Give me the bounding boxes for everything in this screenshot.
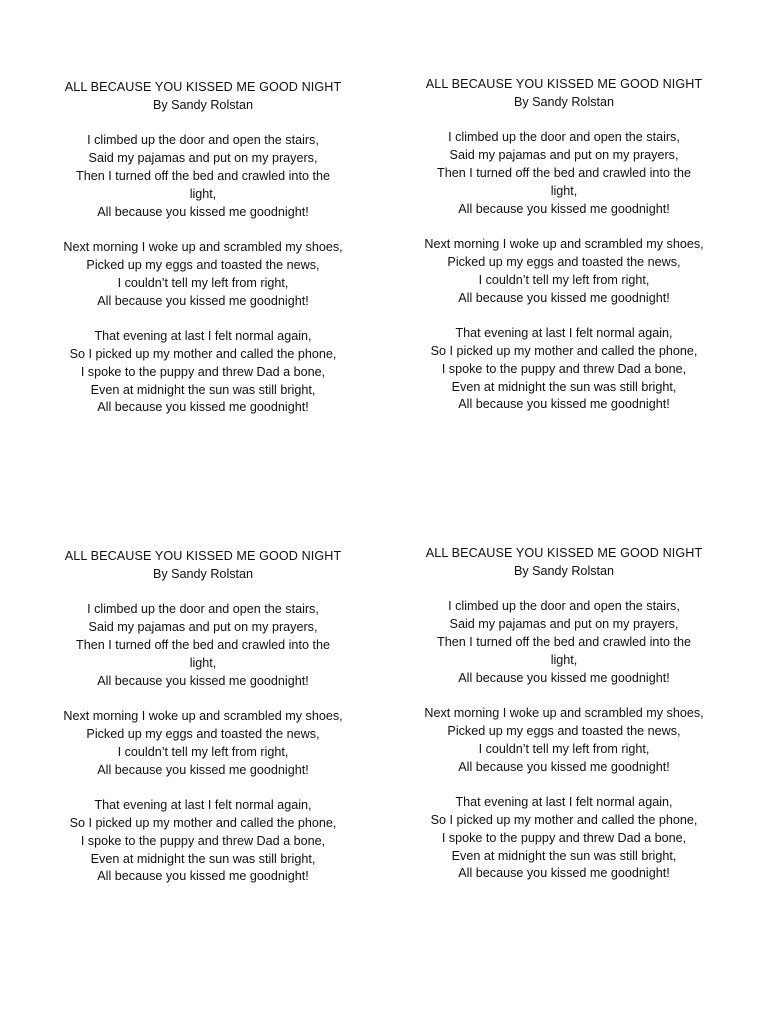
stanza-gap — [399, 581, 729, 599]
poem-author: By Sandy Rolstan — [152, 97, 254, 112]
stanza-gap — [399, 112, 729, 130]
poem-line: I climbed up the door and open the stairs, — [87, 133, 319, 148]
poem-line: light, — [550, 652, 578, 667]
poem-line: So I picked up my mother and called the phone, — [430, 343, 698, 358]
poem-line: That evening at last I felt normal again, — [94, 798, 312, 813]
poem-line: All because you kissed me goodnight! — [458, 759, 670, 774]
poem-line: So I picked up my mother and called the phone, — [69, 346, 337, 361]
poem-line: That evening at last I felt normal again, — [455, 326, 673, 341]
poem-line: Said my pajamas and put on my prayers, — [449, 148, 679, 163]
poem-line: So I picked up my mother and called the phone, — [69, 815, 337, 830]
poem-line: All because you kissed me goodnight! — [458, 397, 670, 412]
poem-line: All because you kissed me goodnight! — [97, 293, 309, 308]
poem-line: Then I turned off the bed and crawled into the — [76, 168, 330, 183]
poem-block-top-left — [38, 79, 368, 417]
poem-line: Picked up my eggs and toasted the news, — [447, 254, 681, 269]
poem-line: Next morning I woke up and scrambled my shoes, — [424, 237, 704, 252]
poem-line: light, — [189, 655, 217, 670]
poem-line: I spoke to the puppy and threw Dad a bone, — [441, 830, 687, 845]
poem-line: Then I turned off the bed and crawled into the — [437, 165, 691, 180]
poem-block-top-right — [399, 76, 729, 414]
poem-block-bottom-left — [38, 548, 368, 886]
poem-line: I spoke to the puppy and threw Dad a bone, — [80, 833, 326, 848]
poem-line: All because you kissed me goodnight! — [97, 869, 309, 884]
poem-line: Said my pajamas and put on my prayers, — [88, 620, 318, 635]
stanza-gap — [38, 310, 368, 328]
poem-author: By Sandy Rolstan — [513, 563, 615, 578]
stanza-gap — [399, 687, 729, 705]
poem-line: All because you kissed me goodnight! — [458, 866, 670, 881]
poem-line: Picked up my eggs and toasted the news, — [447, 723, 681, 738]
stanza-gap — [38, 115, 368, 133]
poem-author: By Sandy Rolstan — [513, 94, 615, 109]
poem-line: Then I turned off the bed and crawled into the — [76, 637, 330, 652]
poem-line: I couldn’t tell my left from right, — [478, 741, 650, 756]
poem-line: Then I turned off the bed and crawled into the — [437, 634, 691, 649]
poem-title: ALL BECAUSE YOU KISSED ME GOOD NIGHT — [425, 77, 703, 91]
poem-line: So I picked up my mother and called the phone, — [430, 812, 698, 827]
poem-line: Said my pajamas and put on my prayers, — [449, 617, 679, 632]
poem-line: All because you kissed me goodnight! — [97, 673, 309, 688]
poem-line: Next morning I woke up and scrambled my shoes, — [63, 709, 343, 724]
stanza-gap — [399, 776, 729, 794]
poem-line: I couldn’t tell my left from right, — [117, 275, 289, 290]
poem-block-bottom-right — [399, 545, 729, 883]
stanza-gap — [399, 307, 729, 325]
poem-line: Next morning I woke up and scrambled my shoes, — [424, 706, 704, 721]
poem-title: ALL BECAUSE YOU KISSED ME GOOD NIGHT — [64, 80, 342, 94]
poem-line: All because you kissed me goodnight! — [458, 290, 670, 305]
poem-line: Even at midnight the sun was still bright, — [90, 382, 316, 397]
poem-line: I spoke to the puppy and threw Dad a bone, — [441, 361, 687, 376]
stanza-gap — [38, 690, 368, 708]
poem-line: All because you kissed me goodnight! — [97, 204, 309, 219]
poem-line: I spoke to the puppy and threw Dad a bone, — [80, 364, 326, 379]
poem-line: All because you kissed me goodnight! — [458, 670, 670, 685]
stanza-gap — [38, 221, 368, 239]
poem-line: All because you kissed me goodnight! — [97, 762, 309, 777]
poem-line: Picked up my eggs and toasted the news, — [86, 726, 320, 741]
stanza-gap — [399, 218, 729, 236]
poem-line: light, — [550, 183, 578, 198]
poem-line: Even at midnight the sun was still bright, — [451, 379, 677, 394]
poem-title: ALL BECAUSE YOU KISSED ME GOOD NIGHT — [64, 549, 342, 563]
poem-line: Even at midnight the sun was still bright, — [451, 848, 677, 863]
poem-title: ALL BECAUSE YOU KISSED ME GOOD NIGHT — [425, 546, 703, 560]
poem-author: By Sandy Rolstan — [152, 566, 254, 581]
stanza-gap — [38, 584, 368, 602]
poem-line: Said my pajamas and put on my prayers, — [88, 151, 318, 166]
poem-line: I climbed up the door and open the stairs, — [87, 602, 319, 617]
stanza-gap — [38, 779, 368, 797]
poem-line: light, — [189, 186, 217, 201]
poem-line: Picked up my eggs and toasted the news, — [86, 257, 320, 272]
poem-line: Next morning I woke up and scrambled my shoes, — [63, 240, 343, 255]
poem-line: That evening at last I felt normal again, — [94, 329, 312, 344]
poem-line: Even at midnight the sun was still bright, — [90, 851, 316, 866]
poem-line: I climbed up the door and open the stairs, — [448, 599, 680, 614]
poem-line: That evening at last I felt normal again, — [455, 795, 673, 810]
poem-line: All because you kissed me goodnight! — [458, 201, 670, 216]
poem-line: I couldn’t tell my left from right, — [478, 272, 650, 287]
poem-line: I couldn’t tell my left from right, — [117, 744, 289, 759]
poem-line: I climbed up the door and open the stairs, — [448, 130, 680, 145]
poem-line: All because you kissed me goodnight! — [97, 400, 309, 415]
